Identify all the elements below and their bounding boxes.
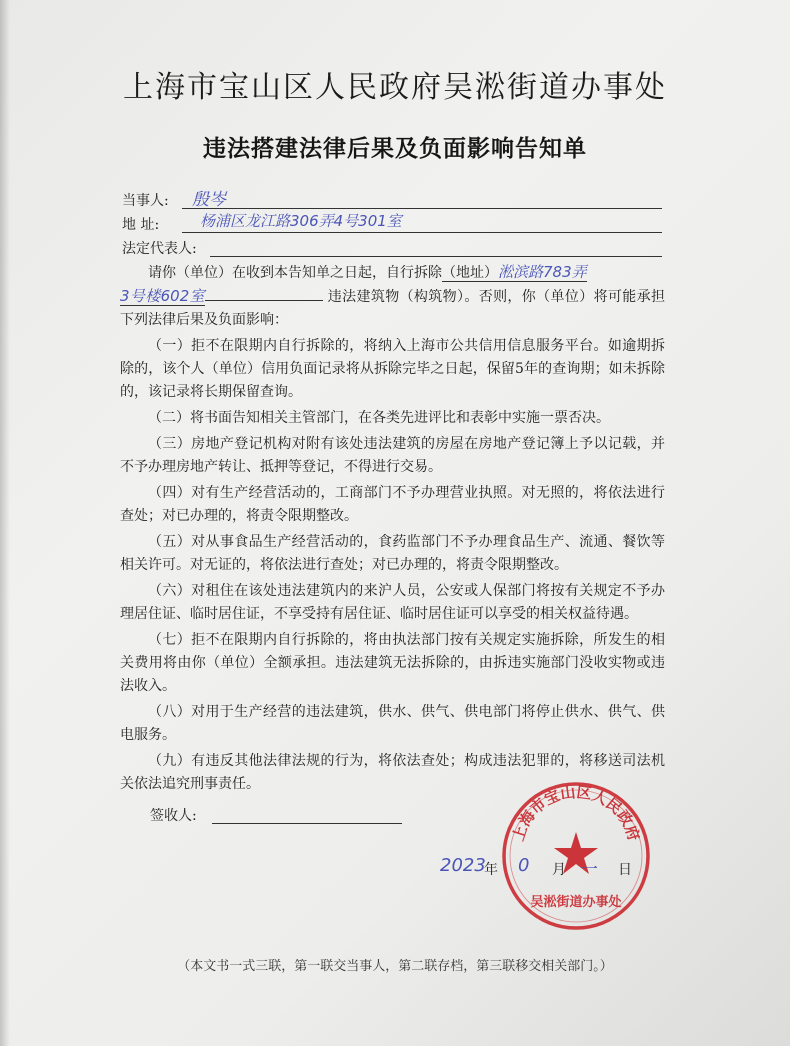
party-line — [182, 208, 662, 209]
date-year-label: 年 — [484, 862, 498, 878]
date-month-label: 月 — [552, 862, 566, 878]
address-line — [182, 232, 662, 233]
seal-inner-text: 吴淞街道办事处 — [530, 895, 622, 910]
address-label: 地 址: — [122, 217, 160, 233]
date-month-handwritten: 0 — [518, 855, 530, 876]
blank-line — [205, 286, 323, 301]
legal-rep-label: 法定代表人: — [122, 241, 197, 257]
legal-rep-line — [210, 256, 662, 257]
intro-paragraph — [120, 261, 665, 285]
item-2: （二）将书面告知相关主管部门，在各类先进评比和表彰中实施一票否决。 — [148, 410, 610, 426]
recipient-line — [212, 823, 402, 824]
item-3: （三）房地产登记机构对附有该处违法建筑的房屋在房地产登记簿上予以记载，并不予办理房地产转让、抵押等登记，不得进行交易。 — [120, 436, 665, 475]
party-value: 殷岑 — [192, 190, 226, 210]
party-label: 当事人: — [122, 193, 169, 209]
date-day-label: 日 — [618, 862, 632, 878]
seal-outer-text: 上海市宝山区人民政府 — [509, 783, 643, 844]
intro-part1: 请你（单位）在收到本告知单之日起，自行拆除 — [148, 265, 442, 281]
removal-address-line1: 淞滨路783弄 — [498, 263, 587, 281]
item-5: （五）对从事食品生产经营活动的，食药监部门不予办理食品生产、流通、餐饮等相关许可。对无证的，将依法进行查处；对已办理的，将责令限期整改。 — [120, 534, 665, 573]
item-1: （一）拒不在限期内自行拆除的，将纳入上海市公共信用信息服务平台。如逾期拆除的，该个人（单位）信用负面记录将从拆除完毕之日起，保留5年的查询期；如未拆除的，该记录将长期保留查询。 — [120, 338, 665, 400]
footer-note: （本文书一式三联，第一联交当事人，第二联存档，第三联移交相关部门。） — [177, 959, 613, 974]
address-value: 杨浦区龙江路306弄4号301室 — [200, 212, 402, 230]
item-6: （六）对租住在该处违法建筑内的来沪人员，公安或人保部门将按有关规定不予办理居住证、临时居住证，不享受持有居住证、临时居住证可以享受的相关权益待遇。 — [120, 583, 665, 622]
item-7: （七）拒不在限期内自行拆除的，将由执法部门按有关规定实施拆除，所发生的相关费用将由你（单位）全额承担。违法建筑无法拆除的，由拆违实施部门没收实物或违法收入。 — [120, 632, 665, 694]
date-year-handwritten: 2023 — [440, 855, 486, 876]
office-title: 上海市宝山区人民政府吴淞街道办事处 — [123, 70, 667, 105]
document-title: 违法搭建法律后果及负面影响告知单 — [203, 136, 587, 162]
intro-paragraph-cont — [120, 285, 665, 332]
item-4: （四）对有生产经营活动的，工商部门不予办理营业执照。对无照的，将依法进行查处；对已办理的，将责令限期整改。 — [120, 485, 665, 524]
intro-part2: 违法建筑物（构筑物）。否则，你（单位）将可能承担下列法律后果及负面影响： — [120, 289, 665, 328]
item-9: （九）有违反其他法律法规的行为，将依法查处；构成违法犯罪的，将移送司法机关依法追究刑事责任。 — [120, 753, 665, 792]
address-tag: （地址） — [442, 265, 498, 281]
item-8: （八）对用于生产经营的违法建筑，供水、供气、供电部门将停止供水、供气、供电服务。 — [120, 704, 665, 743]
removal-address-line2: 3号楼602室 — [120, 287, 205, 305]
date-day-handwritten: 一 — [578, 859, 596, 880]
recipient-label: 签收人: — [150, 808, 197, 824]
document-body — [120, 261, 665, 796]
